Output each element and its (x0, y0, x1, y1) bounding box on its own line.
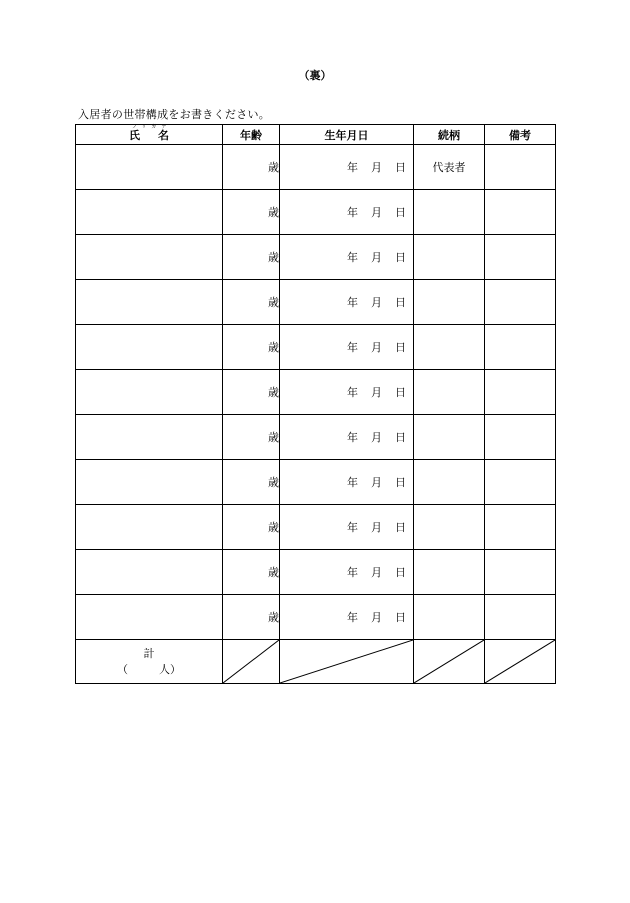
dob-cell[interactable] (280, 370, 414, 415)
year-unit: 年 (347, 386, 358, 399)
table-row (76, 325, 556, 370)
month-unit: 月 (371, 521, 382, 534)
remarks-cell[interactable] (485, 595, 556, 640)
dob-cell[interactable] (280, 190, 414, 235)
name-cell[interactable] (76, 190, 223, 235)
name-cell[interactable] (76, 370, 223, 415)
instruction-text: 入居者の世帯構成をお書きください。 (78, 108, 271, 121)
month-unit: 月 (371, 431, 382, 444)
year-unit: 年 (347, 296, 358, 309)
header-dob: 生年月日 (280, 125, 414, 145)
age-cell[interactable] (223, 550, 280, 595)
total-remarks-na (485, 640, 556, 684)
name-cell[interactable] (76, 145, 223, 190)
total-count-unit: 人） (159, 662, 181, 676)
name-cell[interactable] (76, 460, 223, 505)
age-cell[interactable] (223, 235, 280, 280)
age-cell[interactable] (223, 370, 280, 415)
year-unit: 年 (347, 431, 358, 444)
day-unit: 日 (395, 161, 406, 174)
header-name (76, 125, 223, 145)
total-row (76, 640, 556, 684)
remarks-cell[interactable] (485, 235, 556, 280)
age-cell[interactable] (223, 280, 280, 325)
day-unit: 日 (395, 611, 406, 624)
month-unit: 月 (371, 386, 382, 399)
month-unit: 月 (371, 566, 382, 579)
year-unit: 年 (347, 161, 358, 174)
age-unit: 歳 (268, 386, 279, 399)
year-unit: 年 (347, 341, 358, 354)
month-unit: 月 (371, 161, 382, 174)
age-cell[interactable] (223, 595, 280, 640)
day-unit: 日 (395, 521, 406, 534)
month-unit: 月 (371, 251, 382, 264)
remarks-cell[interactable] (485, 550, 556, 595)
relation-cell[interactable] (414, 280, 485, 325)
header-age: 年齢 (223, 125, 280, 145)
total-cell (76, 640, 223, 684)
relation-cell[interactable]: 代表者 (414, 145, 485, 190)
year-unit: 年 (347, 206, 358, 219)
table-row (76, 235, 556, 280)
relation-cell[interactable] (414, 190, 485, 235)
day-unit: 日 (395, 476, 406, 489)
relation-cell[interactable] (414, 370, 485, 415)
household-table (75, 124, 556, 684)
relation-cell[interactable] (414, 325, 485, 370)
relation-cell[interactable] (414, 235, 485, 280)
dob-cell[interactable] (280, 550, 414, 595)
age-unit: 歳 (268, 341, 279, 354)
table-row (76, 190, 556, 235)
age-unit: 歳 (268, 206, 279, 219)
age-unit: 歳 (268, 251, 279, 264)
age-unit: 歳 (268, 431, 279, 444)
relation-cell[interactable] (414, 550, 485, 595)
dob-cell[interactable] (280, 595, 414, 640)
month-unit: 月 (371, 611, 382, 624)
header-relation: 続柄 (414, 125, 485, 145)
table-row (76, 145, 556, 190)
dob-cell[interactable] (280, 505, 414, 550)
dob-cell[interactable] (280, 325, 414, 370)
table-header-row (76, 125, 556, 145)
remarks-cell[interactable] (485, 190, 556, 235)
age-unit: 歳 (268, 296, 279, 309)
dob-cell[interactable] (280, 235, 414, 280)
dob-cell[interactable] (280, 460, 414, 505)
dob-cell[interactable] (280, 145, 414, 190)
age-unit: 歳 (268, 566, 279, 579)
age-cell[interactable] (223, 190, 280, 235)
name-cell[interactable] (76, 505, 223, 550)
relation-cell[interactable] (414, 505, 485, 550)
name-cell[interactable] (76, 325, 223, 370)
remarks-cell[interactable] (485, 505, 556, 550)
table-row (76, 370, 556, 415)
age-cell[interactable] (223, 325, 280, 370)
table-row (76, 415, 556, 460)
age-unit: 歳 (268, 521, 279, 534)
header-remarks: 備考 (485, 125, 556, 145)
remarks-cell[interactable] (485, 415, 556, 460)
name-cell[interactable] (76, 235, 223, 280)
name-cell[interactable] (76, 595, 223, 640)
age-unit: 歳 (268, 161, 279, 174)
year-unit: 年 (347, 251, 358, 264)
header-name-label: 氏名 (129, 128, 187, 142)
total-label: 計 (143, 646, 155, 660)
relation-cell[interactable] (414, 415, 485, 460)
age-unit: 歳 (268, 476, 279, 489)
day-unit: 日 (395, 386, 406, 399)
month-unit: 月 (371, 206, 382, 219)
day-unit: 日 (395, 251, 406, 264)
year-unit: 年 (347, 476, 358, 489)
table-row (76, 505, 556, 550)
remarks-cell[interactable] (485, 145, 556, 190)
table-row (76, 550, 556, 595)
age-cell[interactable] (223, 505, 280, 550)
table-row (76, 280, 556, 325)
age-cell[interactable] (223, 145, 280, 190)
relation-cell[interactable] (414, 595, 485, 640)
total-open-paren: （ (117, 662, 128, 676)
total-relation-na (414, 640, 485, 684)
total-dob-na (280, 640, 414, 684)
header-name-ruby: フリガナ (131, 124, 172, 130)
month-unit: 月 (371, 476, 382, 489)
age-cell[interactable] (223, 415, 280, 460)
year-unit: 年 (347, 611, 358, 624)
year-unit: 年 (347, 521, 358, 534)
dob-cell[interactable] (280, 280, 414, 325)
month-unit: 月 (371, 296, 382, 309)
table-row (76, 460, 556, 505)
relation-cell[interactable] (414, 460, 485, 505)
age-unit: 歳 (268, 611, 279, 624)
name-cell[interactable] (76, 550, 223, 595)
name-cell[interactable] (76, 280, 223, 325)
total-age-na (223, 640, 280, 684)
day-unit: 日 (395, 431, 406, 444)
remarks-cell[interactable] (485, 280, 556, 325)
day-unit: 日 (395, 206, 406, 219)
remarks-cell[interactable] (485, 370, 556, 415)
total-count (117, 662, 181, 678)
day-unit: 日 (395, 341, 406, 354)
age-cell[interactable] (223, 460, 280, 505)
day-unit: 日 (395, 296, 406, 309)
remarks-cell[interactable] (485, 325, 556, 370)
page-side-label: （裏） (298, 69, 332, 82)
day-unit: 日 (395, 566, 406, 579)
name-cell[interactable] (76, 415, 223, 460)
table-row (76, 595, 556, 640)
remarks-cell[interactable] (485, 460, 556, 505)
month-unit: 月 (371, 341, 382, 354)
year-unit: 年 (347, 566, 358, 579)
dob-cell[interactable] (280, 415, 414, 460)
